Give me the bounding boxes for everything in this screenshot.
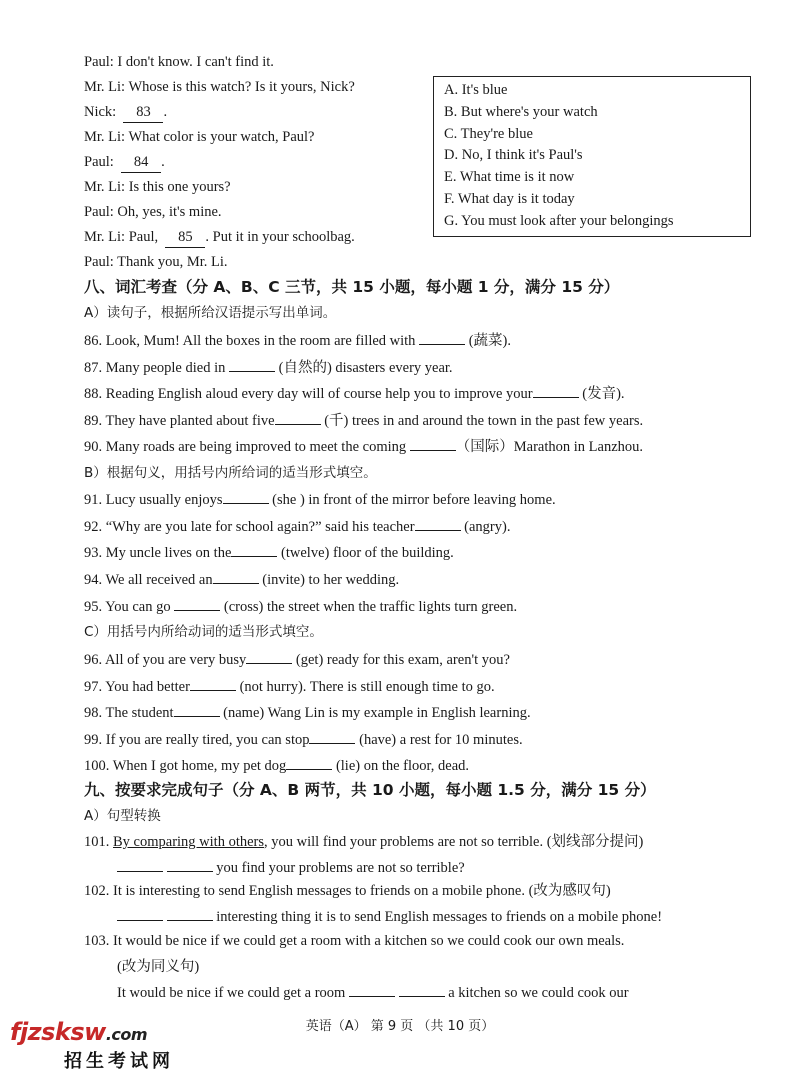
dialogue-line: Nick: 83 . — [84, 102, 167, 123]
dialogue-line: Mr. Li: Paul, 85 . Put it in your schoolbag. — [84, 227, 355, 248]
question-100: 100. When I got home, my pet dog (lie) on the floor, dead. — [84, 755, 469, 776]
section-8-title: 八、词汇考查（分 A、B、C 三节，共 15 小题，每小题 1 分，满分 15 分） — [84, 278, 620, 296]
question-103: 103. It would be nice if we could get a room with a kitchen so we could cook our own meals. — [84, 933, 625, 949]
option-c: C. They're blue — [444, 125, 533, 142]
blank-99[interactable] — [309, 729, 355, 744]
section-9-title: 九、按要求完成句子（分 A、B 两节，共 10 小题，每小题 1.5 分，满分 15 分） — [84, 781, 656, 799]
blank-98[interactable] — [174, 702, 220, 717]
blank-93[interactable] — [231, 542, 277, 557]
option-f: F. What day is it today — [444, 190, 575, 207]
blank-102-a[interactable] — [117, 906, 163, 921]
dialogue-line: Paul: 84 . — [84, 152, 165, 173]
question-99: 99. If you are really tired, you can stop (have) a rest for 10 minutes. — [84, 729, 523, 750]
dialogue-line: Paul: Oh, yes, it's mine. — [84, 204, 222, 220]
question-89: 89. They have planted about five (千) trees in and around the town in the past few years. — [84, 410, 643, 431]
section-8-part-c: C）用括号内所给动词的适当形式填空。 — [84, 624, 323, 640]
underlined-phrase: By comparing with others — [113, 834, 265, 850]
question-97: 97. You had better (not hurry). There is still enough time to go. — [84, 676, 495, 697]
dialogue-line: Mr. Li: What color is your watch, Paul? — [84, 129, 315, 145]
blank-91[interactable] — [223, 489, 269, 504]
dialogue-line: Paul: Thank you, Mr. Li. — [84, 254, 228, 270]
section-8-part-b: B）根据句义，用括号内所给词的适当形式填空。 — [84, 465, 377, 481]
blank-100[interactable] — [286, 755, 332, 770]
blank-95[interactable] — [174, 596, 220, 611]
blank-96[interactable] — [246, 649, 292, 664]
question-92: 92. “Why are you late for school again?” said his teacher (angry). — [84, 516, 510, 537]
blank-87[interactable] — [229, 357, 275, 372]
dialogue-line: Mr. Li: Is this one yours? — [84, 179, 231, 195]
blank-101-b[interactable] — [167, 857, 213, 872]
question-87: 87. Many people died in (自然的) disasters every year. — [84, 357, 453, 378]
section-9-part-a: A）句型转换 — [84, 808, 161, 824]
blank-94[interactable] — [213, 569, 259, 584]
option-b: B. But where's your watch — [444, 103, 598, 120]
blank-101-a[interactable] — [117, 857, 163, 872]
blank-90[interactable] — [410, 436, 456, 451]
question-96: 96. All of you are very busy (get) ready for this exam, aren't you? — [84, 649, 510, 670]
question-86: 86. Look, Mum! All the boxes in the room are filled with (蔬菜). — [84, 330, 511, 351]
blank-103-b[interactable] — [399, 982, 445, 997]
answer-blank-84[interactable]: 84 — [121, 152, 161, 173]
blank-88[interactable] — [533, 383, 579, 398]
question-91: 91. Lucy usually enjoys (she ) in front of the mirror before leaving home. — [84, 489, 556, 510]
dialogue-line: Mr. Li: Whose is this watch? Is it yours, Nick? — [84, 79, 355, 95]
answer-blank-83[interactable]: 83 — [123, 102, 163, 123]
dialogue-line: Paul: I don't know. I can't find it. — [84, 54, 274, 70]
question-88: 88. Reading English aloud every day will of course help you to improve your (发音). — [84, 383, 625, 404]
watermark-site-name: 招生考试网 — [64, 1051, 174, 1072]
answer-blank-85[interactable]: 85 — [165, 227, 205, 248]
option-a: A. It's blue — [444, 82, 508, 98]
question-98: 98. The student (name) Wang Lin is my example in English learning. — [84, 702, 531, 723]
watermark-logo: fjzsksw.com — [10, 1018, 148, 1046]
answer-line-102: interesting thing it is to send English messages to friends on a mobile phone! — [117, 906, 662, 927]
option-g: G. You must look after your belongings — [444, 212, 674, 229]
question-103-note: (改为同义句) — [117, 959, 200, 975]
question-101: 101. By comparing with others, you will find your problems are not so terrible. (划线部分提问) — [84, 834, 644, 850]
option-e: E. What time is it now — [444, 169, 575, 186]
options-box — [433, 76, 751, 237]
question-93: 93. My uncle lives on the (twelve) floor of the building. — [84, 542, 454, 563]
answer-line-103: It would be nice if we could get a room a kitchen so we could cook our — [117, 982, 629, 1003]
question-94: 94. We all received an (invite) to her wedding. — [84, 569, 399, 590]
answer-line-101: you find your problems are not so terrible? — [117, 857, 465, 878]
blank-89[interactable] — [275, 410, 321, 425]
question-102: 102. It is interesting to send English messages to friends on a mobile phone. (改为感叹句) — [84, 883, 611, 899]
blank-102-b[interactable] — [167, 906, 213, 921]
blank-103-a[interactable] — [349, 982, 395, 997]
page-footer: 英语（A） 第 9 页 （共 10 页） — [305, 1019, 495, 1034]
question-90: 90. Many roads are being improved to meet the coming （国际）Marathon in Lanzhou. — [84, 436, 643, 457]
blank-97[interactable] — [190, 676, 236, 691]
section-8-part-a: A）读句子，根据所给汉语提示写出单词。 — [84, 305, 337, 321]
option-d: D. No, I think it's Paul's — [444, 147, 583, 164]
question-95: 95. You can go (cross) the street when the traffic lights turn green. — [84, 596, 517, 617]
blank-92[interactable] — [415, 516, 461, 531]
blank-86[interactable] — [419, 330, 465, 345]
